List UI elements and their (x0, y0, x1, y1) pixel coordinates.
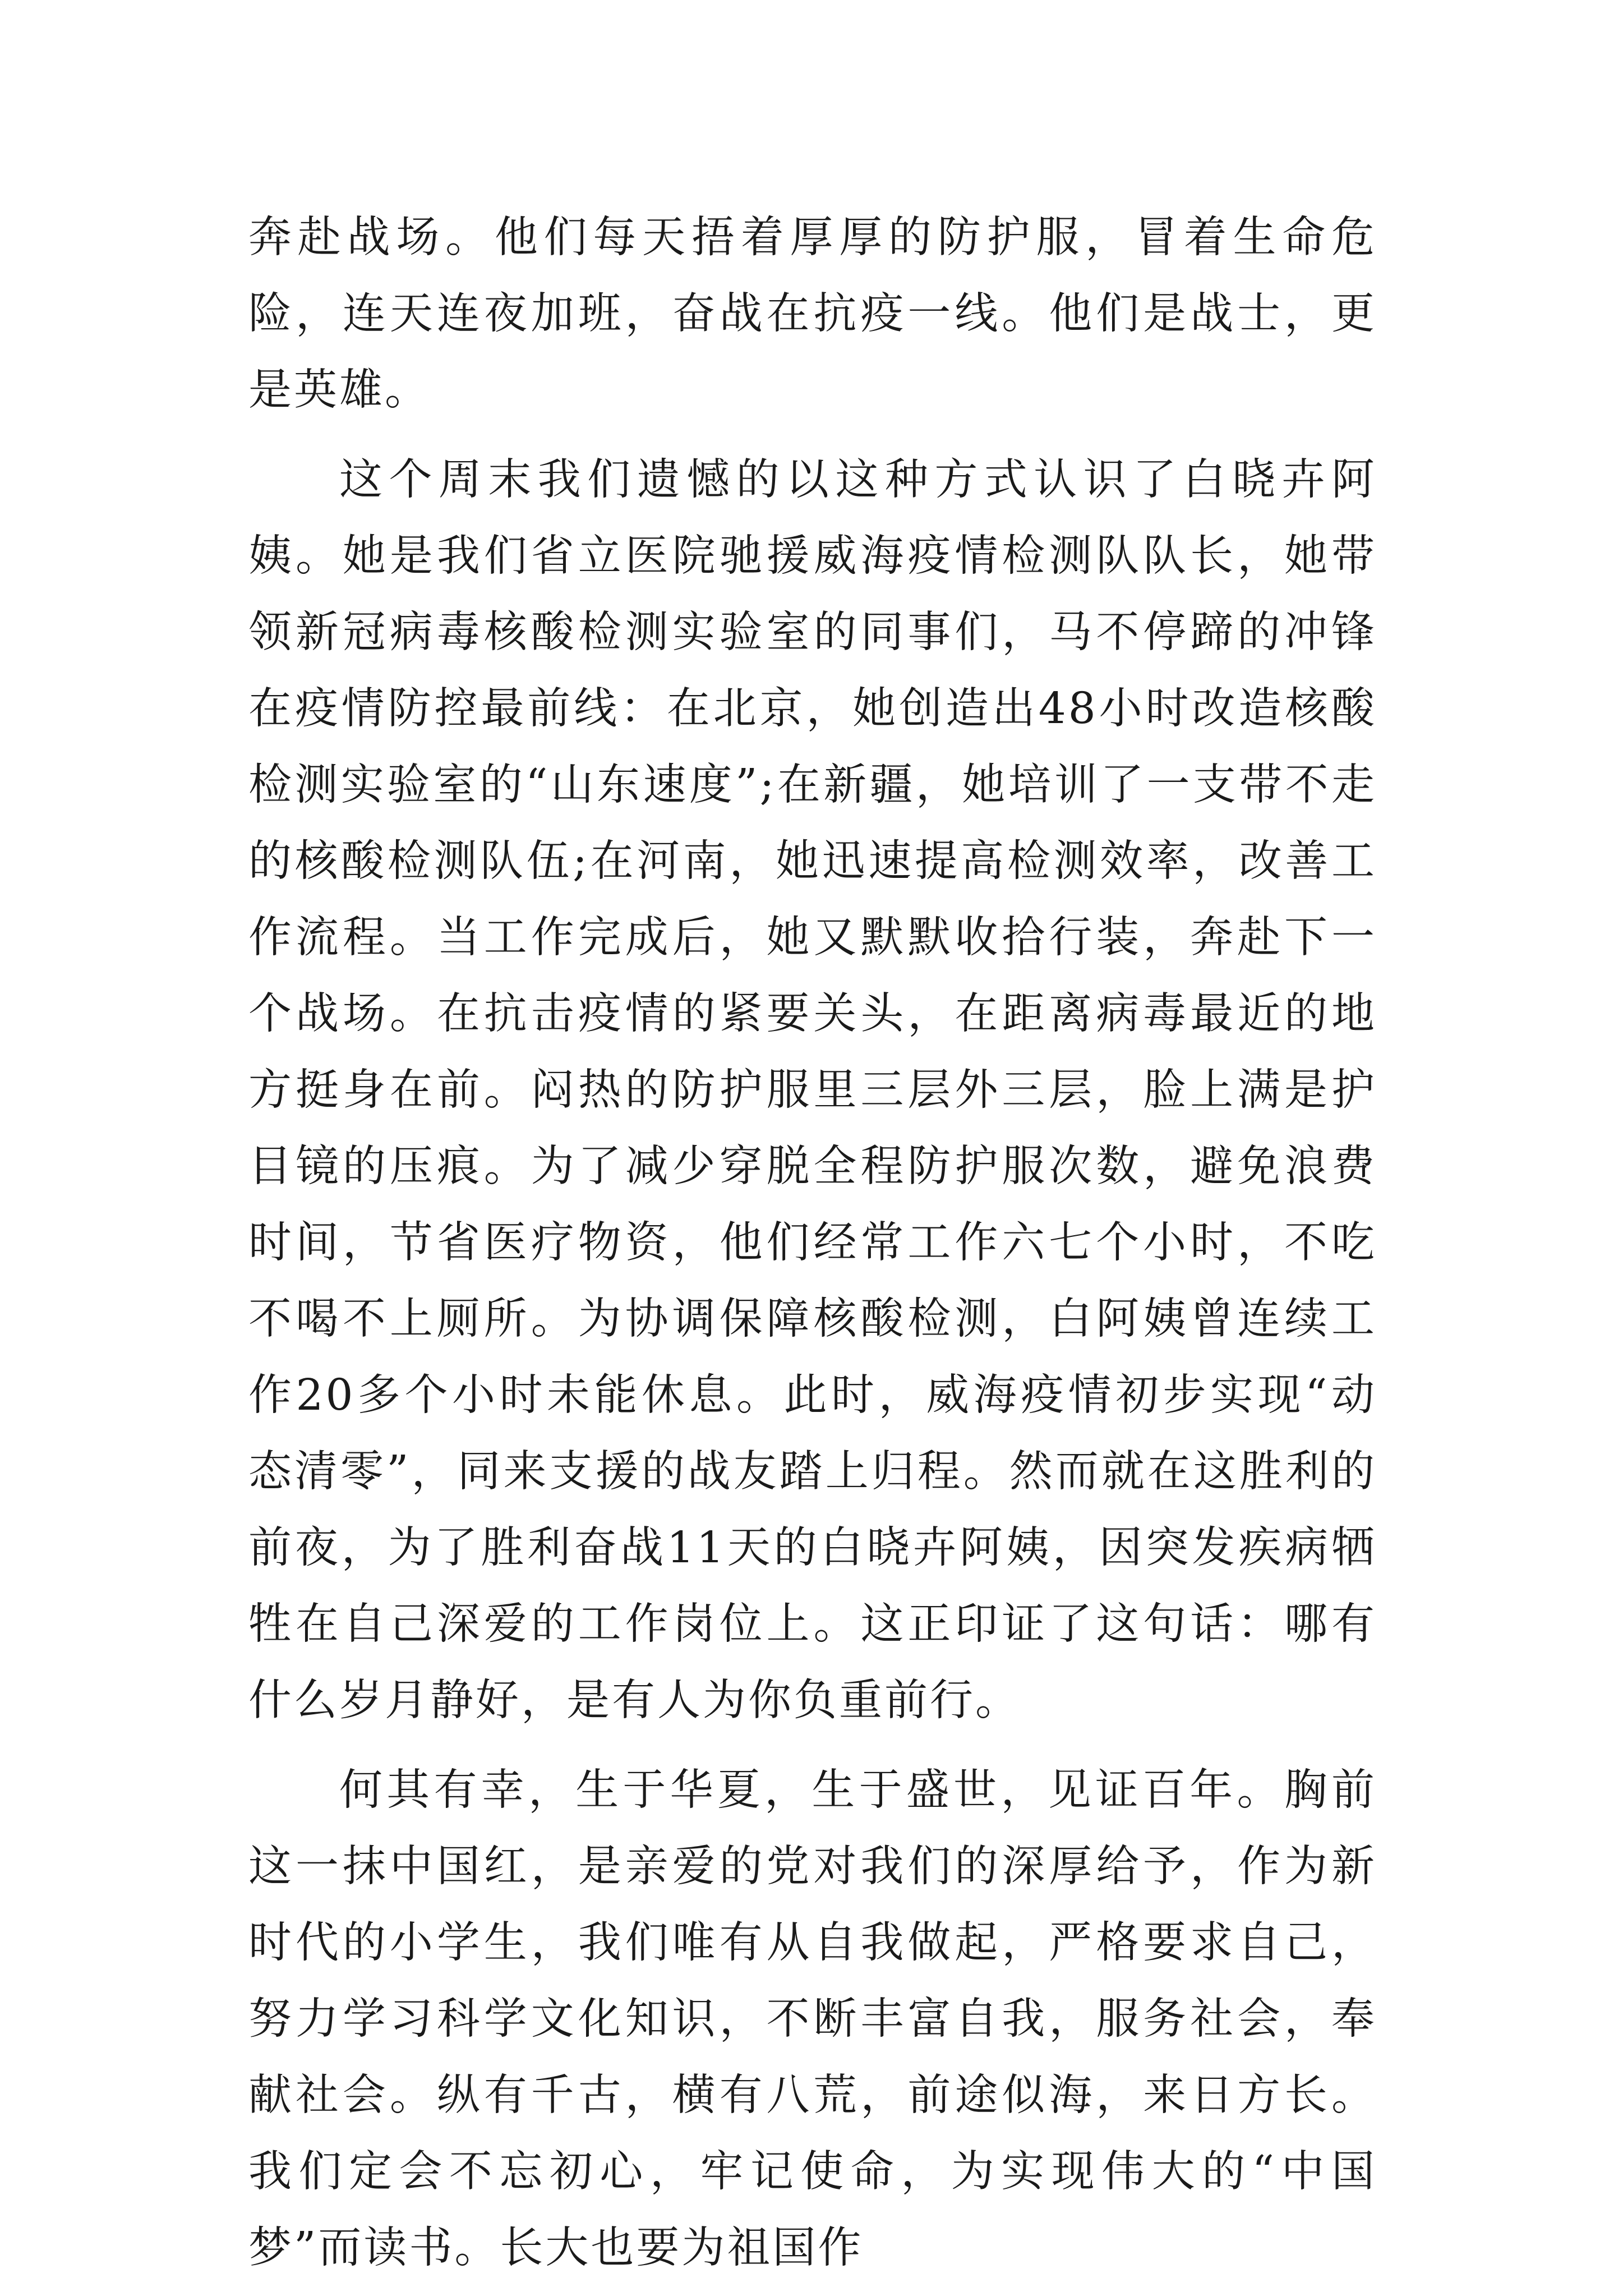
document-body (248, 200, 1377, 2286)
paragraph-2: 这个周末我们遗憾的以这种方式认识了白晓卉阿姨。她是我们省立医院驰援威海疫情检测队队长，她带领新冠病毒核酸检测实验室的同事们，马不停蹄的冲锋在疫情防控最前线：在北京，她创造出48小时改造核酸检测实验室的“山东速度”;在新疆，她培训了一支带不走的核酸检测队伍;在河南，她迅速提高检测效率，改善工作流程。当工作完成后，她又默默收拾行装，奔赴下一个战场。在抗击疫情的紧要关头，在距离病毒最近的地方挺身在前。闷热的防护服里三层外三层，脸上满是护目镜的压痕。为了减少穿脱全程防护服次数，避免浪费时间，节省医疗物资，他们经常工作六七个小时，不吃不喝不上厕所。为协调保障核酸检测，白阿姨曾连续工作20多个小时未能休息。此时，威海疫情初步实现“动态清零”，同来支援的战友踏上归程。然而就在这胜利的前夜，为了胜利奋战11天的白晓卉阿姨，因突发疾病牺牲在自己深爱的工作岗位上。这正印证了这句话：哪有什么岁月静好，是有人为你负重前行。 (248, 455, 1377, 1726)
paragraph-3: 何其有幸，生于华夏，生于盛世，见证百年。胸前这一抹中国红，是亲爱的党对我们的深厚给予，作为新时代的小学生，我们唯有从自我做起，严格要求自己，努力学习科学文化知识，不断丰富自我，服务社会，奉献社会。纵有千古，横有八荒，前途似海，来日方长。我们定会不忘初心，牢记使命，为实现伟大的“中国梦”而读书。长大也要为祖国作 (248, 1765, 1377, 2273)
paragraph-1: 奔赴战场。他们每天捂着厚厚的防护服，冒着生命危险，连天连夜加班，奋战在抗疫一线。他们是战士，更是英雄。 (248, 213, 1377, 415)
